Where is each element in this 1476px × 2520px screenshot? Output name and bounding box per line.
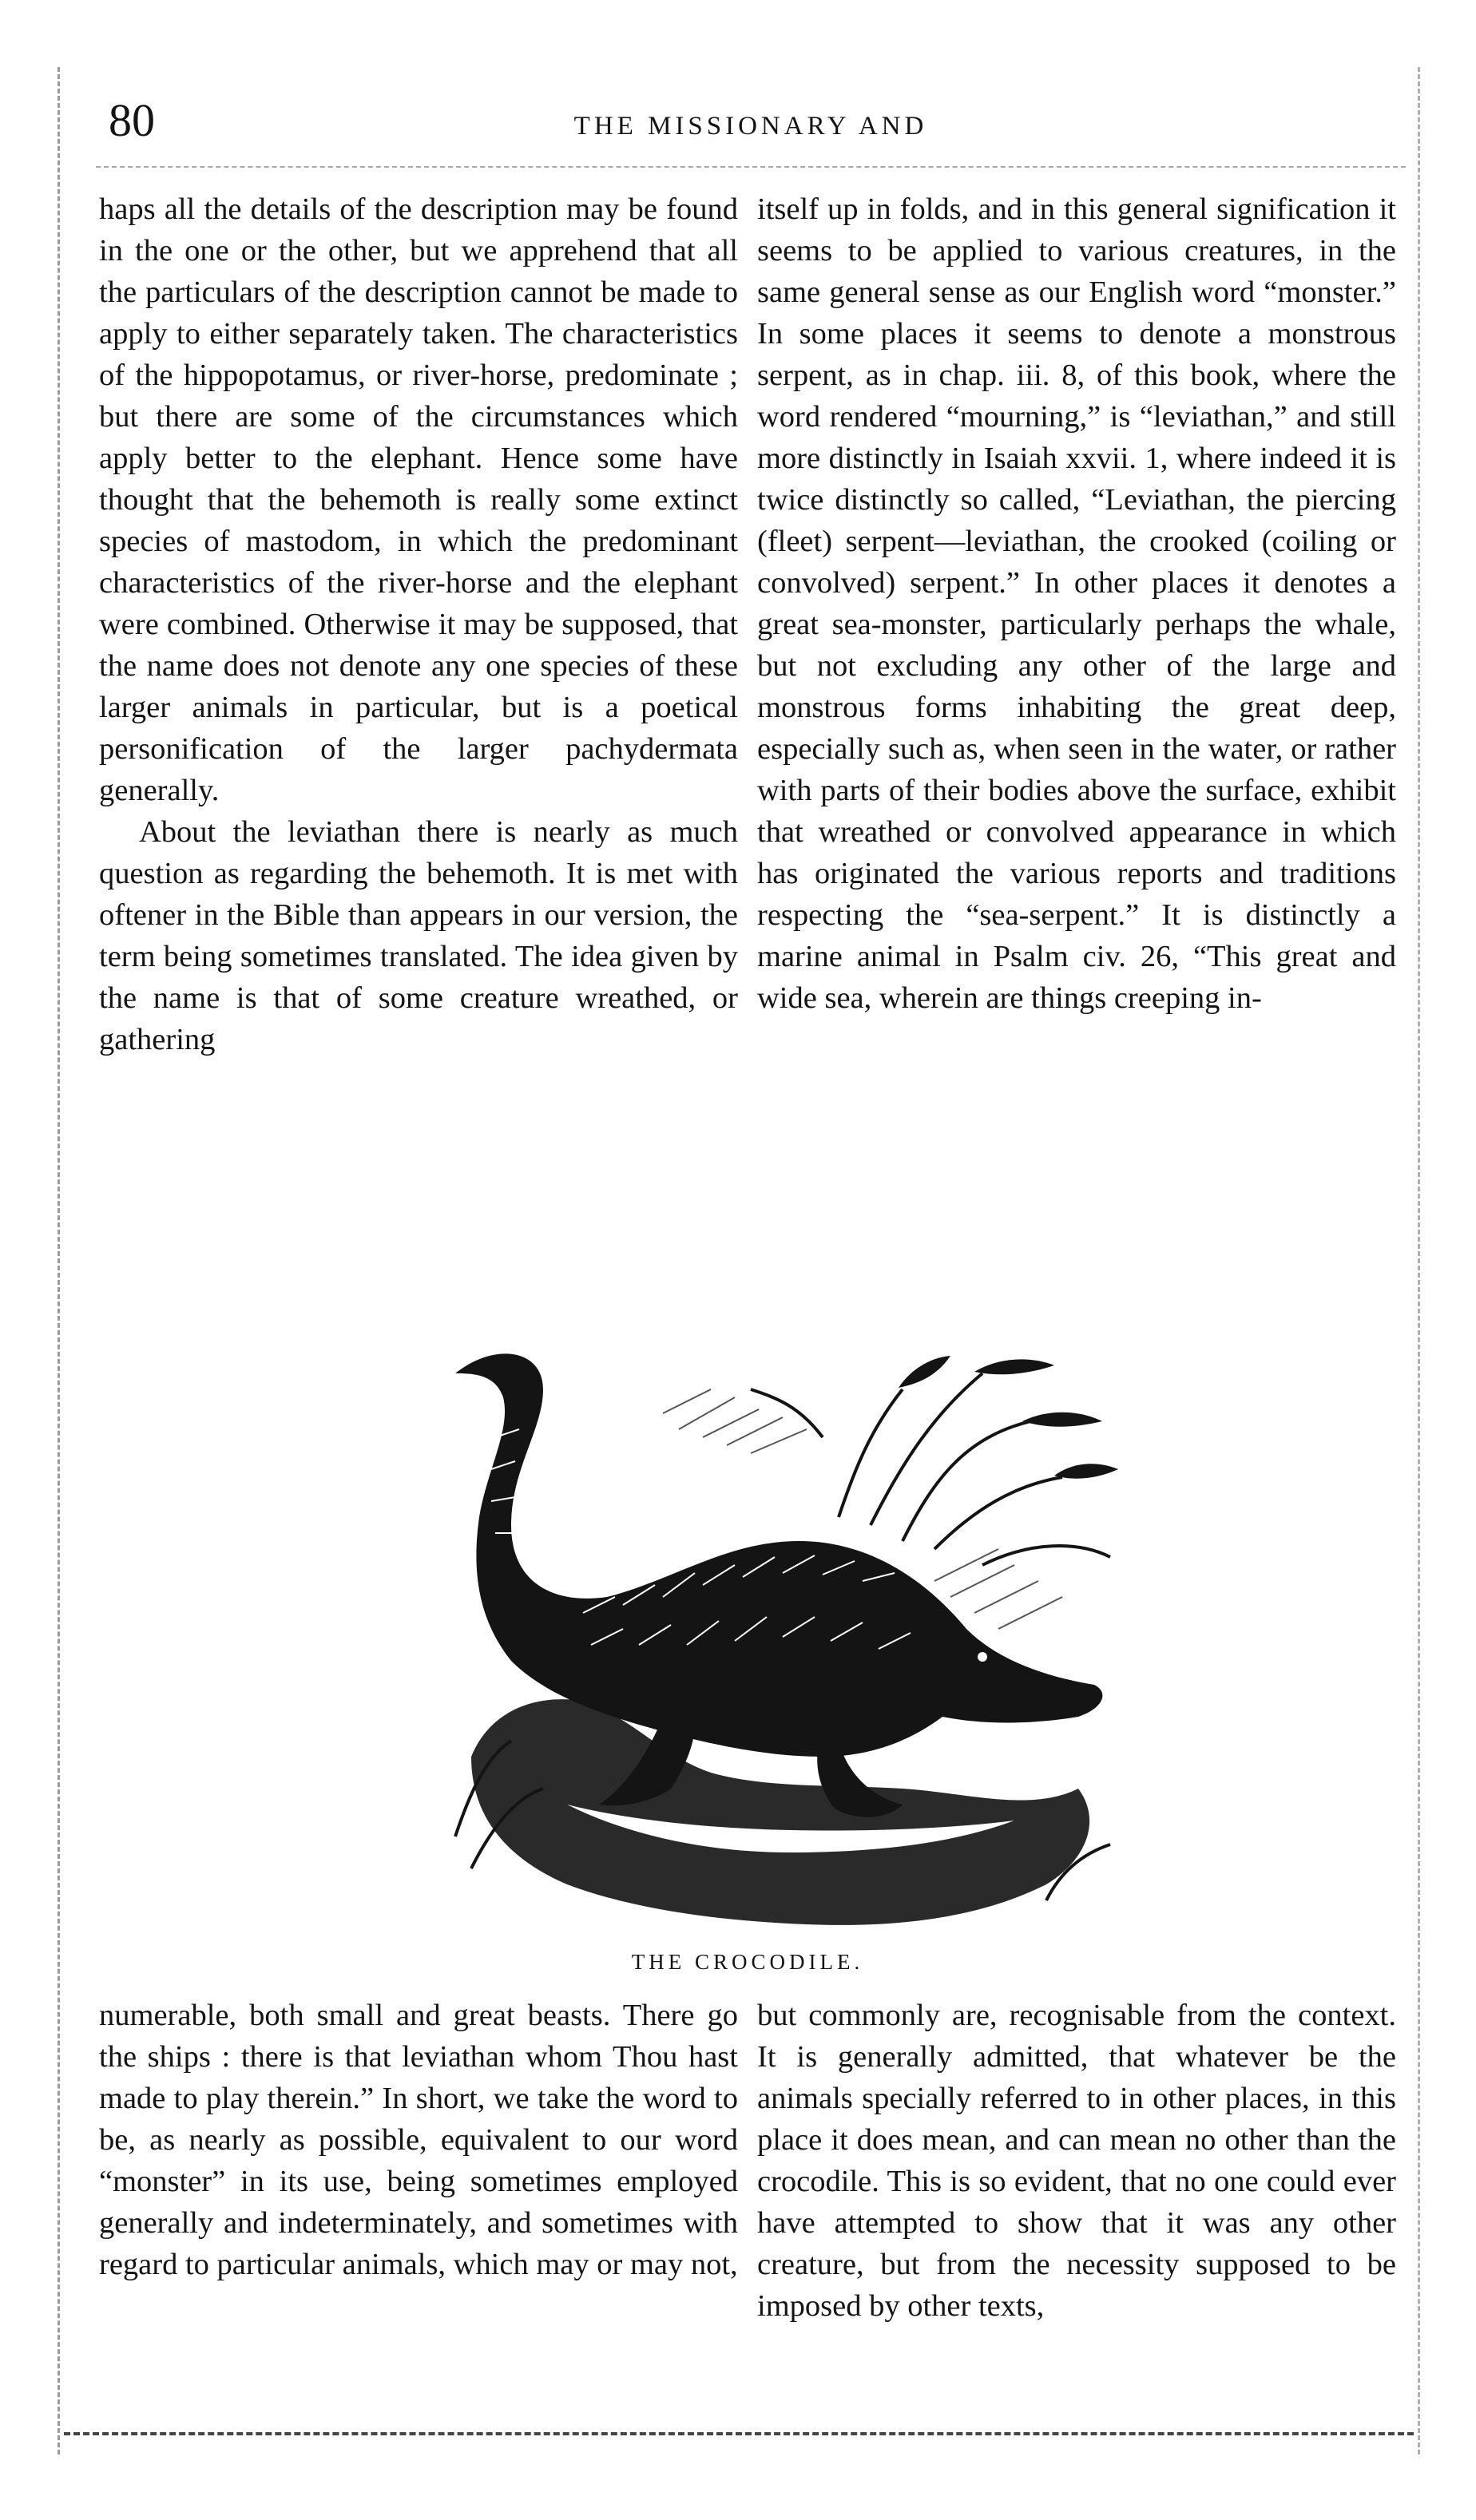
crocodile-illustration xyxy=(423,1341,1126,1932)
paragraph: itself up in folds, and in this general signification it seems to be applied to various creatures, in the same general sense as our English word “monster.” In some places it seems to denote a monstrous serpent, as in chap. iii. 8, of this book, where the word rendered “mourning,” is “leviathan,” and still more distinctly in Isaiah xxvii. 1, where indeed it is twice distinctly so called, “Leviathan, the piercing (fleet) serpent—leviathan, the crooked (coiling or convolved) serpent.” In other places it denotes a great sea-monster, particularly perhaps the whale, but not excluding any other of the large and monstrous forms inhabiting the great deep, especially such as, when seen in the water, or rather with parts of their bodies above the surface, exhibit that wreathed or convolved appearance in which has originated the various reports and traditions respecting the “sea-serpent.” It is distinctly a marine animal in Psalm civ. 26, “This great and wide sea, wherein are things creeping in- xyxy=(757,192,1396,1015)
paragraph: About the leviathan there is nearly as much question as regarding the behemoth. It is met with oftener in the Bible than appears in our version, the term being sometimes translated. The idea given by the name is that of some creature wreathed, or gathering xyxy=(99,815,738,1056)
reeds-drawing xyxy=(751,1373,1110,1565)
right-column-top xyxy=(757,188,1396,1322)
paragraph: haps all the details of the description may be found in the one or the other, but we apprehend that all the particulars of the description cannot be made to apply to either separately taken. The characteristics of the hippopotamus, or river-horse, predominate ; but there are some of the circumstances which apply better to the elephant. Hence some have thought that the behemoth is really some extinct species of mastodom, in which the predominant characteristics of the river-horse and the elephant were combined. Otherwise it may be supposed, that the name does not denote any one species of these larger animals in particular, but is a poetical personification of the larger pachydermata generally. xyxy=(99,192,738,807)
crocodile-engraving xyxy=(423,1341,1126,1932)
header-rule xyxy=(96,166,1406,168)
page-number: 80 xyxy=(109,94,155,146)
paragraph: numerable, both small and great beasts. There go the ships : there is that leviathan whom Thou hast made to play therein.” In short, we take the word to be, as nearly as possible, equivalent to our word “monster” in its use, being sometimes employed generally and indeterminately, and sometimes with regard to particular animals, which may or may not, xyxy=(99,1999,738,2281)
paragraph: but commonly are, recognisable from the context. It is generally admitted, that whatever be the animals specially referred to in other places, in this place it does mean, and can mean no other than the crocodile. This is so evident, that no one could ever have attempted to show that it was any other creature, but from the necessity supposed to be imposed by other texts, xyxy=(757,1999,1396,2323)
right-column-bottom xyxy=(757,1995,1396,2418)
figure-caption: THE CROCODILE. xyxy=(631,1950,864,1974)
footer-rule xyxy=(64,2432,1414,2435)
leaves-drawing xyxy=(899,1356,1118,1479)
running-head: THE MISSIONARY AND xyxy=(573,112,928,141)
left-column-top xyxy=(99,188,738,1322)
left-column-bottom xyxy=(99,1995,738,2418)
crocodile-eye xyxy=(978,1652,987,1662)
page-header xyxy=(96,93,1406,157)
